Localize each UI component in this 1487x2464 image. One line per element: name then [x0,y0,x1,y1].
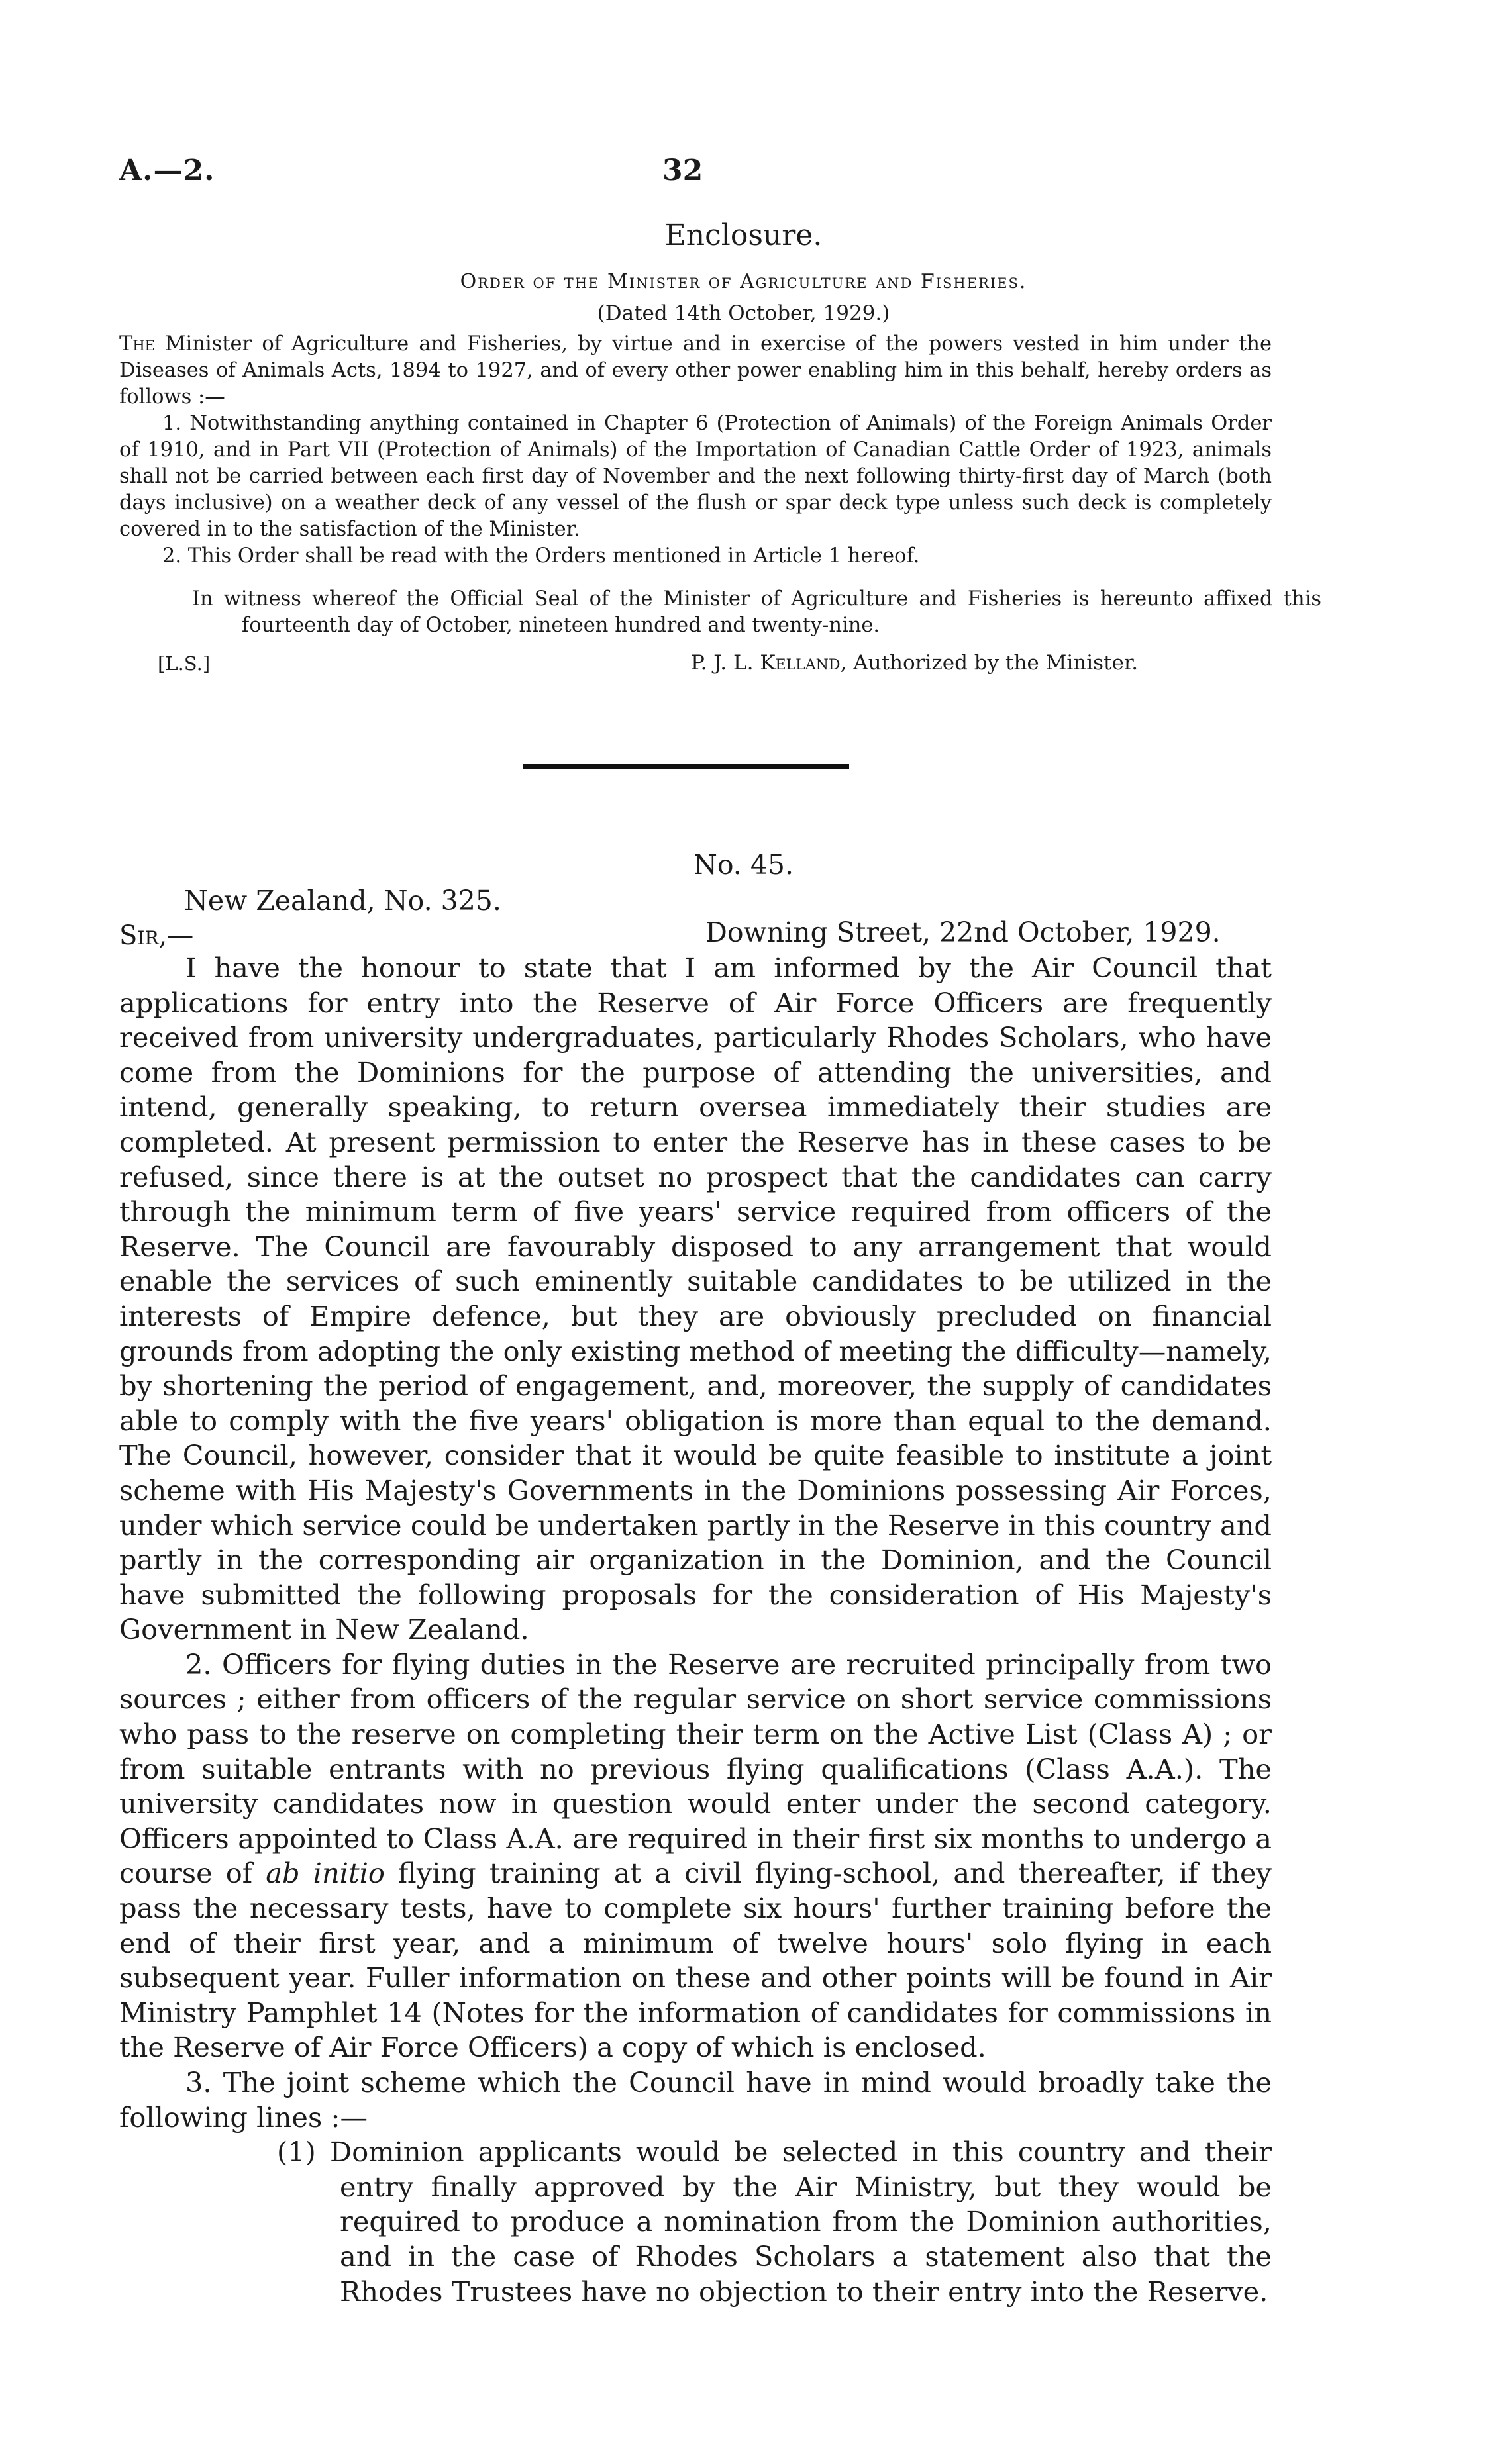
letter-salutation: Sir,— [119,920,194,951]
seal-mark: [L.S.] [158,652,211,675]
order-intro [119,331,1272,411]
section-divider [523,764,849,769]
series-reference: A.—2. [119,154,215,187]
letter-address-date: Downing Street, 22nd October, 1929. [705,916,1221,948]
signatory-initials: P. J. L. [691,651,760,675]
paragraph-2-italic: ab initio [266,1857,385,1890]
letter-paragraph-3: 3. The joint scheme which the Council have in mind would broadly take the following lines :— [119,2066,1272,2134]
scheme-item-1: (1) Dominion applicants would be selected in this country and their entry finally approved by the Air Ministry, but they would be required to produce a nomination from the Dominion authorities, and in the case of Rhodes Scholars a statement also that the Rhodes Trustees have no objection to their entry into the Reserve. [277,2136,1272,2308]
witness-clause: In witness whereof the Official Seal of the Minister of Agriculture and Fisheries is hereunto affixed this fourteenth day of October, nineteen hundred and twenty-nine. [192,587,1321,637]
letter-number: No. 45. [693,849,794,881]
page-number: 32 [662,154,703,187]
paragraph-2-end: flying training at a civil flying-school, and thereafter, if they pass the necessary tests, have to complete six hours' further training before the end of their first year, and a minimum of twelve hours' solo flying in each subsequent year. Fuller information on these and other points will be found in Air Ministry Pamphlet 14 (Notes for the information of candidates for commissions in the Reserve of Air Force Officers) a copy of which is enclosed. [119,1857,1272,2064]
enclosure-title: Enclosure. [664,219,823,252]
signatory-role: , Authorized by the Minister. [840,651,1139,675]
order-date: (Dated 14th October, 1929.) [597,301,890,325]
order-article-2: 2. This Order shall be read with the Orders mentioned in Article 1 hereof. [162,544,920,567]
order-article-1: 1. Notwithstanding anything contained in Chapter 6 (Protection of Animals) of the Foreign Animals Order of 1910, and in Part VII (Protection of Animals) of the Importation of Canadian Cattle Order of 1923, animals shall not be carried between each first day of November and the next following thirty-first day of March (both days inclusive) on a weather deck of any vessel of the flush or spar deck type unless such deck is completely covered in to the satisfaction of the Minister. [119,412,1272,541]
letter-paragraph-1: I have the honour to state that I am informed by the Air Council that applications for entry into the Reserve of Air Force Officers are frequently received from university undergraduates, particularly Rhodes Scholars, who have come from the Dominions for the purpose of attending the universities, and intend, generally speaking, to return oversea immediately their studies are completed. At present permission to enter the Reserve has in these cases to be refused, since there is at the outset no prospect that the candidates can carry through the minimum term of five years' service required from officers of the Reserve. The Council are favourably disposed to any arrangement that would enable the services of such eminently suitable candidates to be utilized in the interests of Empire defence, but they are obviously precluded on financial grounds from adopting the only existing method of meeting the difficulty—namely, by shortening the period of engagement, and, moreover, the supply of candidates able to comply with the five years' obligation is more than equal to the demand. The Council, however, consider that it would be quite feasible to institute a joint scheme with His Majesty's Governments in the Dominions possessing Air Forces, under which service could be undertaken partly in the Reserve in this country and partly in the corresponding air organization in the Dominion, and the Council have submitted the following proposals for the consideration of His Majesty's Government in New Zealand. [119,952,1272,1646]
signature-line [691,651,1138,675]
paragraph-2-start: 2. Officers for flying duties in the Reserve are recruited principally from two sources ; either from officers of the regular service on short service commissions who pass to the reserve on completing their term on the Active List (Class A) ; or from suitable entrants with no previous flying qualifications (Class A.A.). The university candidates now in question would enter under the second category. Officers appointed to Class A.A. are required in their first six months to undergo a course of [119,1648,1272,1890]
signatory-surname: Kelland [760,651,841,675]
order-title: Order of the Minister of Agriculture and Fisheries. [460,270,1027,293]
letter-paragraph-2 [119,1648,1272,2065]
order-intro-lead: The [119,332,155,356]
letter-body [119,951,1272,2309]
order-text [119,331,1272,569]
order-intro-rest: Minister of Agriculture and Fisheries, by virtue and in exercise of the powers vested in him under the Diseases of Animals Acts, 1894 to 1927, and of every other power enabling him in this behalf, hereby orders as follows :— [119,332,1272,409]
letter-reference: New Zealand, No. 325. [184,885,501,916]
